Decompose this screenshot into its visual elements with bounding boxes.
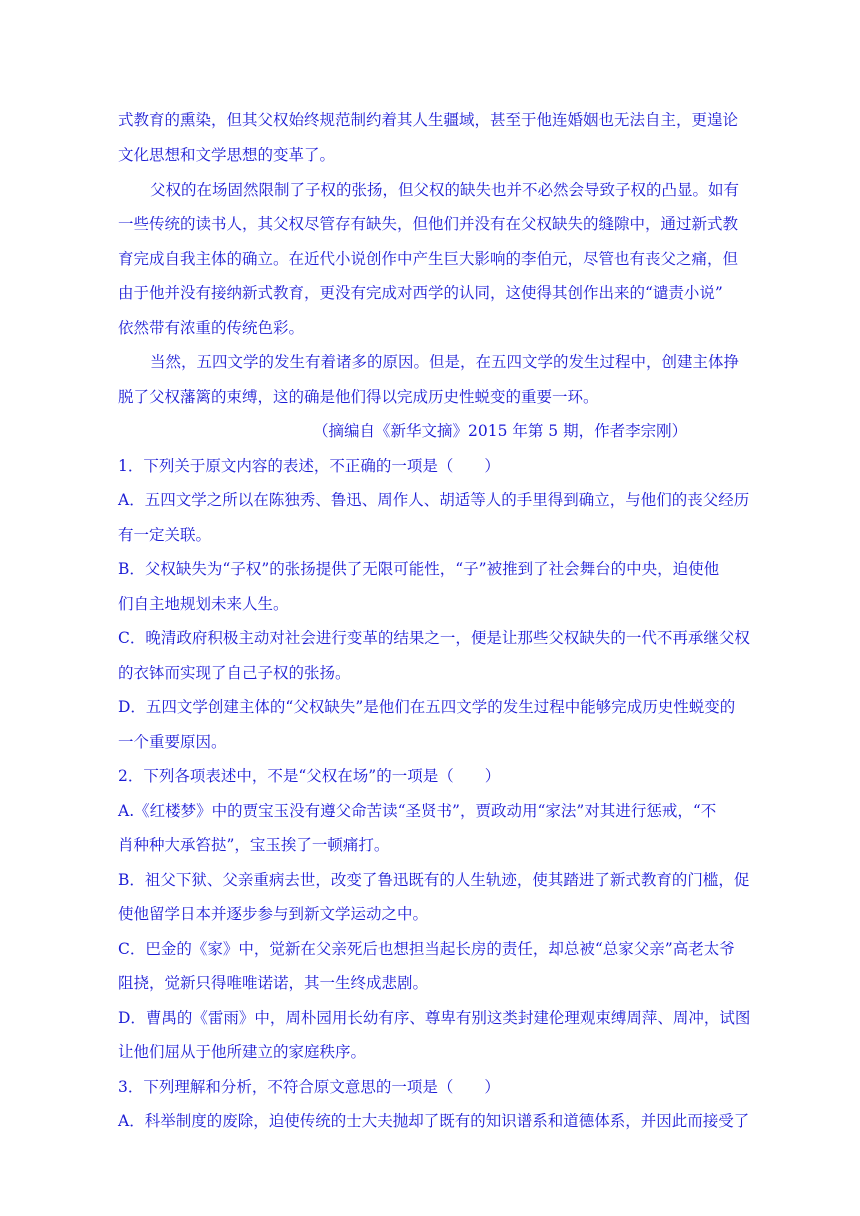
q1-option-a: 有一定关联。	[118, 526, 212, 544]
source-citation: （摘编自《新华文摘》2015 年第 5 期，作者李宗刚）	[313, 422, 688, 440]
paragraph-line: 父权的在场固然限制了子权的张扬，但父权的缺失也并不必然会导致子权的凸显。如有	[150, 181, 740, 199]
paragraph-line: 脱了父权藩篱的束缚，这的确是他们得以完成历史性蜕变的重要一环。	[118, 388, 599, 406]
paragraph-line: 一些传统的读书人，其父权尽管存有缺失，但他们并没有在父权缺失的缝隙中，通过新式教	[118, 215, 739, 233]
q1-option-d: D．五四文学创建主体的“父权缺失”是他们在五四文学的发生过程中能够完成历史性蜕变的	[118, 698, 736, 716]
paragraph-line: 依然带有浓重的传统色彩。	[118, 319, 305, 337]
q2-option-d: D．曹禺的《雷雨》中，周朴园用长幼有序、尊卑有别这类封建伦理观束缚周萍、周冲，试图	[118, 1009, 751, 1027]
q1-option-c: C．晚清政府积极主动对社会进行变革的结果之一，便是让那些父权缺失的一代不再承继父权	[118, 629, 750, 647]
q3-option-a: A．科举制度的废除，迫使传统的士大夫抛却了既有的知识谱系和道德体系，并因此而接受了	[118, 1112, 750, 1130]
paragraph-line: 当然，五四文学的发生有着诸多的原因。但是，在五四文学的发生过程中，创建主体挣	[150, 353, 740, 371]
q2-option-b: 使他留学日本并逐步参与到新文学运动之中。	[118, 905, 429, 923]
q1-option-d: 一个重要原因。	[118, 733, 227, 751]
q2-option-a: A.《红楼梦》中的贾宝玉没有遵父命苦读“圣贤书”，贾政动用“家法”对其进行惩戒，“不	[118, 802, 717, 820]
q1-option-c: 的衣钵而实现了自己子权的张扬。	[118, 664, 351, 682]
paragraph-line: 育完成自我主体的确立。在近代小说创作中产生巨大影响的李伯元，尽管也有丧父之痛，但	[118, 250, 739, 268]
q1-option-a: A．五四文学之所以在陈独秀、鲁迅、周作人、胡适等人的手里得到确立，与他们的丧父经历	[118, 491, 750, 509]
question-2-stem: 2．下列各项表述中，不是“父权在场”的一项是（ ）	[118, 767, 501, 785]
paragraph-line: 文化思想和文学思想的变革了。	[118, 146, 336, 164]
paragraph-line: 式教育的熏染，但其父权始终规范制约着其人生疆域，甚至于他连婚姻也无法自主，更遑论	[118, 111, 739, 129]
q1-option-b: 们自主地规划未来人生。	[118, 595, 289, 613]
question-1-stem: 1．下列关于原文内容的表述，不正确的一项是（ ）	[118, 457, 500, 475]
q2-option-c: 阻挠，觉新只得唯唯诺诺，其一生终成悲剧。	[118, 974, 429, 992]
paragraph-line: 由于他并没有接纳新式教育，更没有完成对西学的认同，这使得其创作出来的“谴责小说”	[118, 284, 723, 302]
question-3-stem: 3．下列理解和分析，不符合原文意思的一项是（ ）	[118, 1078, 500, 1096]
q2-option-a: 肖种种大承笞挞”，宝玉挨了一顿痛打。	[118, 836, 390, 854]
q2-option-d: 让他们屈从于他所建立的家庭秩序。	[118, 1043, 367, 1061]
q2-option-c: C．巴金的《家》中，觉新在父亲死后也想担当起长房的责任，却总被“总家父亲”高老太爷	[118, 940, 735, 958]
q2-option-b: B．祖父下狱、父亲重病去世，改变了鲁迅既有的人生轨迹，使其踏进了新式教育的门槛，促	[118, 871, 750, 889]
q1-option-b: B．父权缺失为“子权”的张扬提供了无限可能性，“子”被推到了社会舞台的中央，迫使他	[118, 560, 720, 578]
